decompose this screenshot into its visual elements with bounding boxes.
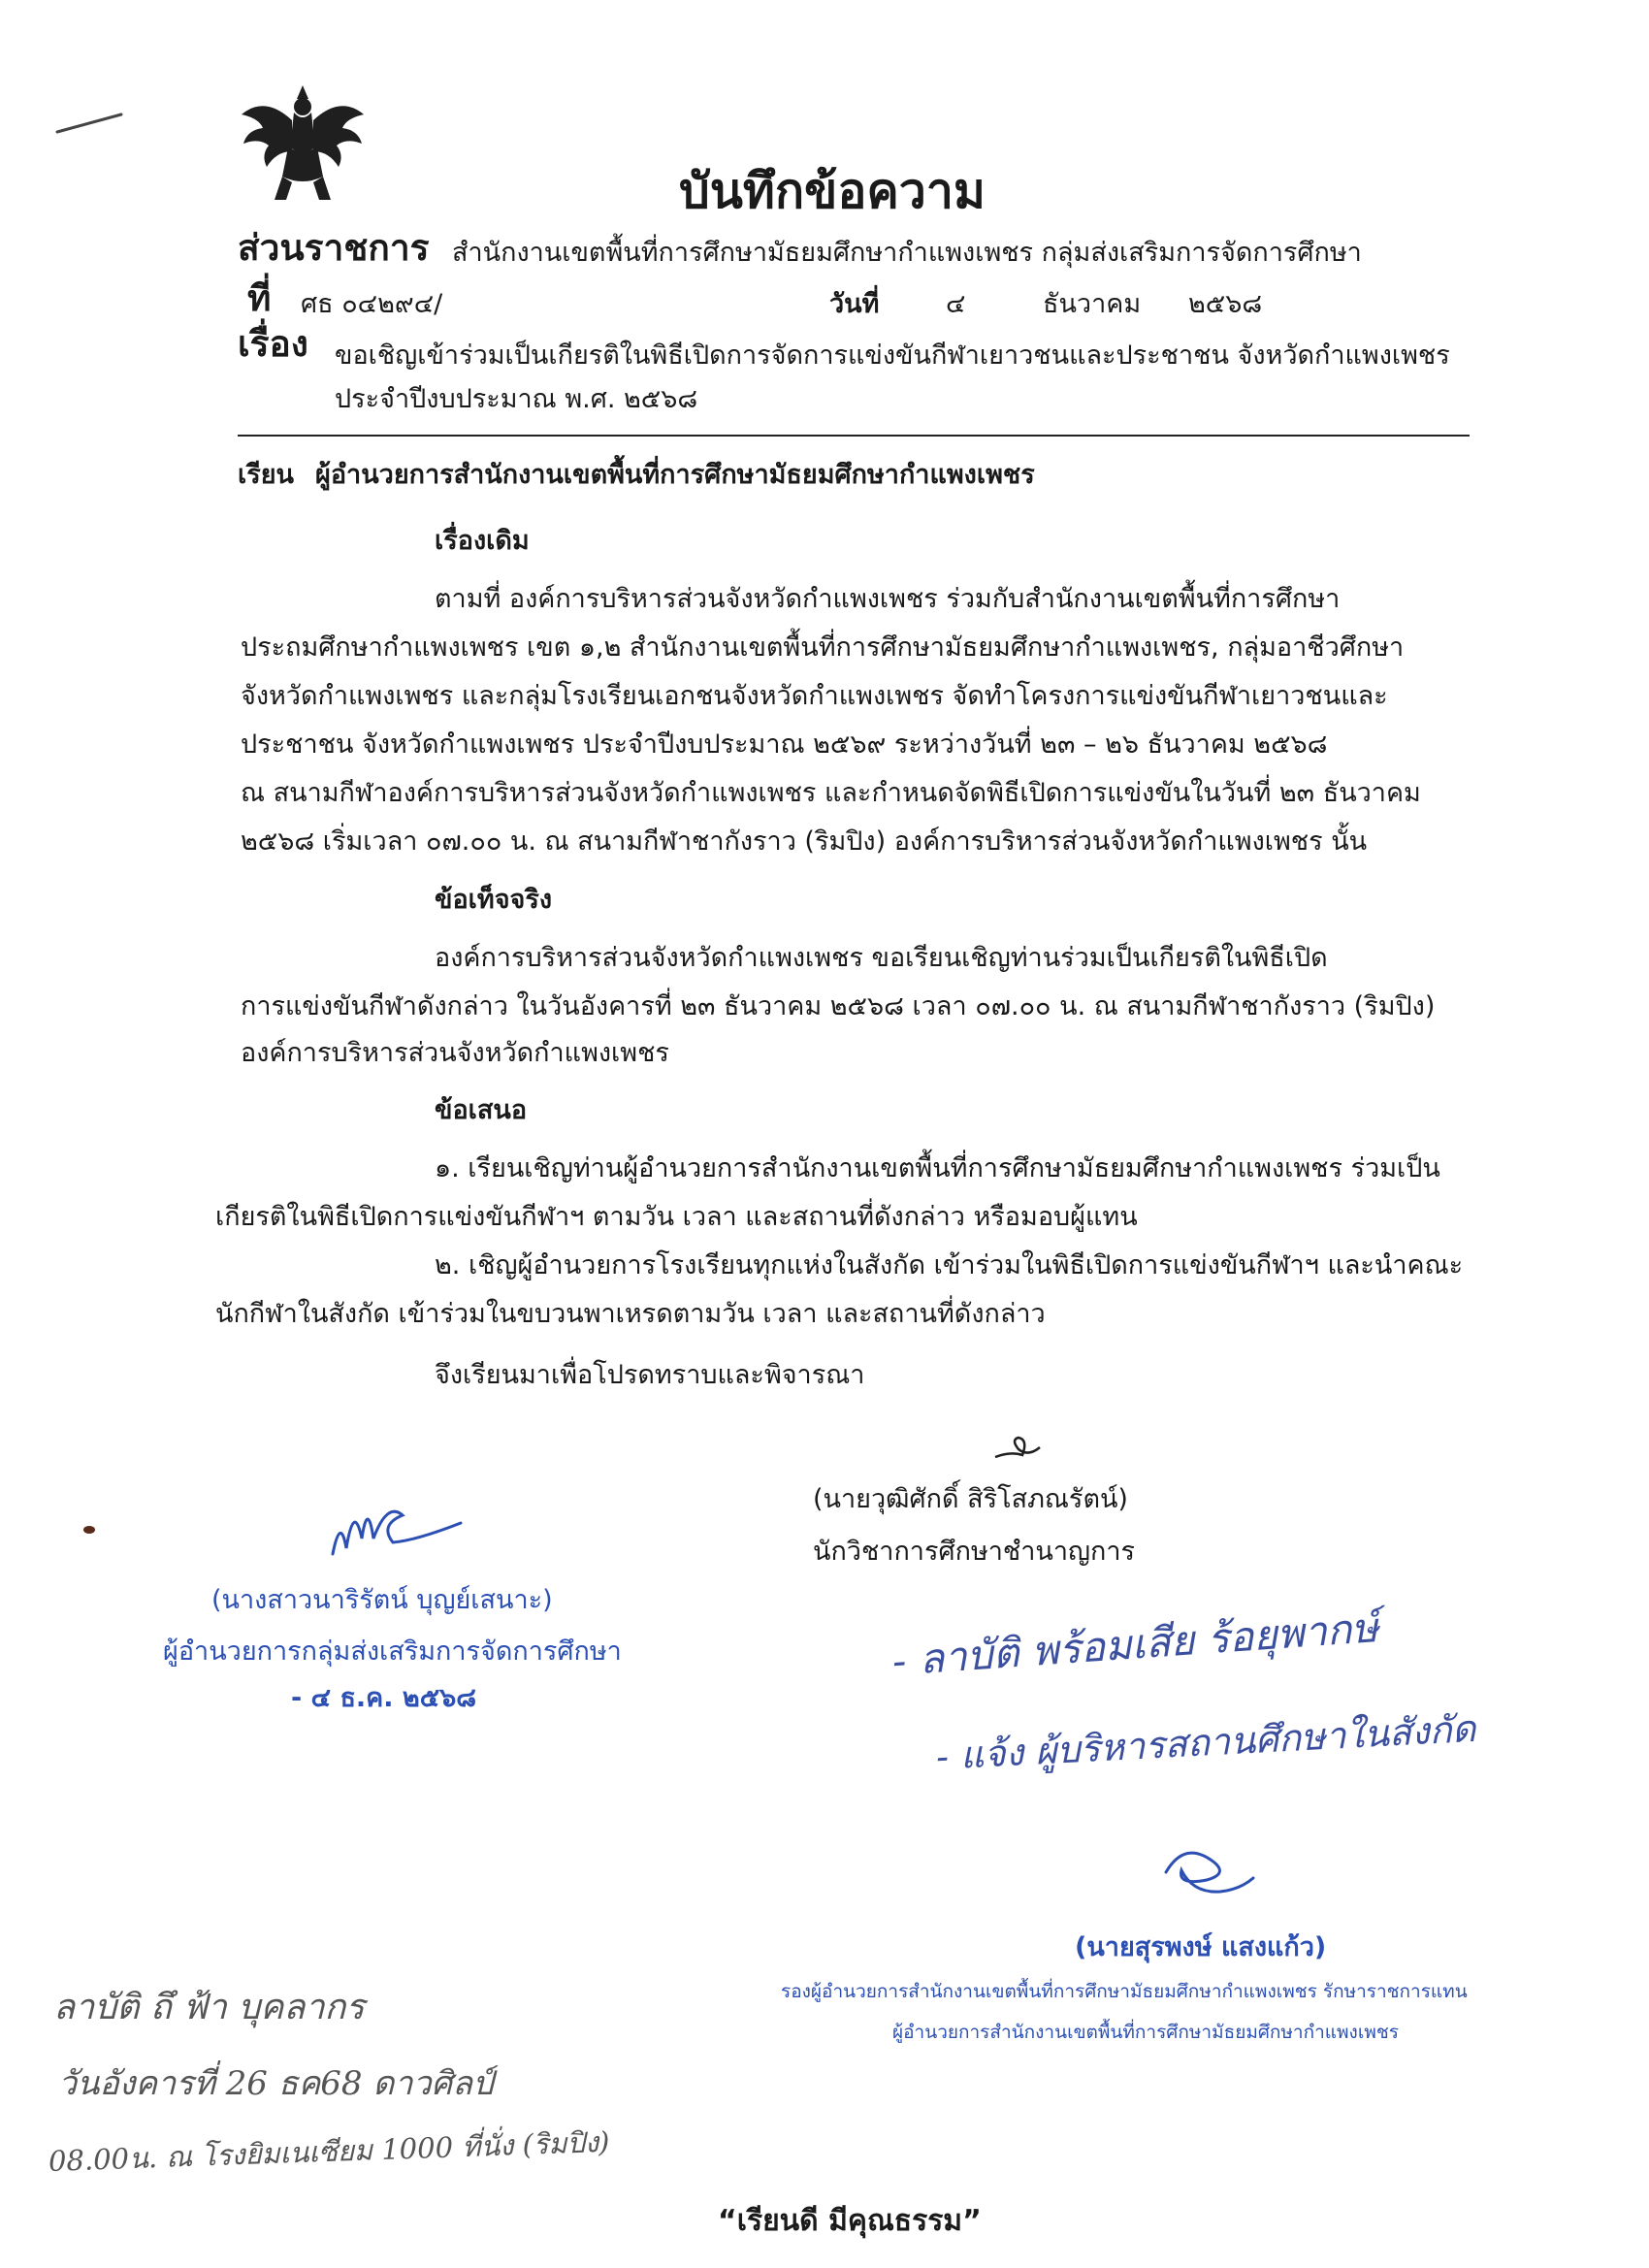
garuda-emblem-icon	[238, 80, 369, 206]
date-month: ธันวาคม	[1043, 289, 1142, 319]
director-position-2: ผู้อำนวยการสำนักงานเขตพื้นที่การศึกษามัธยมศึกษากำแพงเพชร	[892, 2022, 1399, 2043]
signer-left-date: - ๔ ธ.ค. ๒๕๖๘	[291, 1683, 477, 1713]
agency-value: สำนักงานเขตพื้นที่การศึกษามัธยมศึกษากำแพงเพชร กลุ่มส่งเสริมการจัดการศึกษา	[452, 238, 1362, 268]
signer-left-position: ผู้อำนวยการกลุ่มส่งเสริมการจัดการศึกษา	[163, 1636, 622, 1667]
header-divider	[238, 435, 1470, 437]
background-line: ประชาชน จังหวัดกำแพงเพชร ประจำปีงบประมาณ ๒๕๖๙ ระหว่างวันที่ ๒๓ – ๒๖ ธันวาคม ๒๕๖๘	[241, 729, 1328, 760]
facts-heading: ข้อเท็จจริง	[435, 885, 553, 915]
subject-line-1: ขอเชิญเข้าร่วมเป็นเกียรติในพิธีเปิดการจัดการแข่งขันกีฬาเยาวชนและประชาชน จังหวัดกำแพงเพชร	[335, 340, 1450, 371]
motto: “เรียนดี มีคุณธรรม”	[718, 2204, 982, 2238]
background-line: ๒๕๖๘ เริ่มเวลา ๐๗.๐๐ น. ณ สนามกีฬาชากังราว (ริมปิง) องค์การบริหารส่วนจังหวัดกำแพงเพชร นั้น	[241, 826, 1368, 857]
approval-note: - แจ้ง ผู้บริหารสถานศึกษาในสังกัด	[934, 1706, 1477, 1778]
signature-suraphong	[1154, 1833, 1261, 1901]
date-label: วันที่	[829, 289, 880, 319]
handwritten-footer-line: ลาบัติ ถึ ฟ้า บุคลากร	[53, 1988, 365, 2027]
agency-label: ส่วนราชการ	[238, 227, 430, 269]
background-line: จังหวัดกำแพงเพชร และกลุ่มโรงเรียนเอกชนจังหวัดกำแพงเพชร จัดทำโครงการแข่งขันกีฬาเยาวชนและ	[241, 681, 1388, 711]
signature-wutthisak	[989, 1434, 1048, 1465]
signer-right-name: (นายวุฒิศักดิ์ สิริโสภณรัตน์)	[813, 1484, 1128, 1514]
proposal-heading: ข้อเสนอ	[435, 1095, 528, 1125]
handwritten-footer-line: 08.00น. ณ โรงยิมเนเซียม 1000 ที่นั่ง (ริมปิง)	[48, 2124, 610, 2178]
facts-line: องค์การบริหารส่วนจังหวัดกำแพงเพชร ขอเรียนเชิญท่านร่วมเป็นเกียรติในพิธีเปิด	[435, 943, 1328, 973]
memo-title: บันทึกข้อความ	[679, 163, 986, 219]
signature-narirat	[325, 1494, 470, 1562]
date-year: ๒๕๖๘	[1188, 289, 1263, 319]
signer-left-name: (นางสาวนาริรัตน์ บุญย์เสนาะ)	[211, 1585, 553, 1615]
ink-dot	[82, 1524, 96, 1536]
proposal-line: เกียรติในพิธีเปิดการแข่งขันกีฬาฯ ตามวัน เวลา และสถานที่ดังกล่าว หรือมอบผู้แทน	[215, 1202, 1138, 1232]
closing-text: จึงเรียนมาเพื่อโปรดทราบและพิจารณา	[435, 1360, 865, 1390]
handwritten-footer-line: วันอังคารที่ 26 ธค68 ดาวศิลป์	[58, 2064, 494, 2103]
approval-note: - ลาบัติ พร้อมเสีย ร้อยุพากษ์	[890, 1604, 1380, 1685]
proposal-line: นักกีฬาในสังกัด เข้าร่วมในขบวนพาเหรดตามวัน เวลา และสถานที่ดังกล่าว	[215, 1299, 1046, 1329]
date-day: ๔	[946, 289, 966, 319]
proposal-line: ๒. เชิญผู้อำนวยการโรงเรียนทุกแห่งในสังกัด เข้าร่วมในพิธีเปิดการแข่งขันกีฬาฯ และนำคณะ	[435, 1250, 1464, 1280]
background-heading: เรื่องเดิม	[435, 526, 530, 556]
facts-line: องค์การบริหารส่วนจังหวัดกำแพงเพชร	[241, 1038, 669, 1068]
background-line: ตามที่ องค์การบริหารส่วนจังหวัดกำแพงเพชร ร่วมกับสำนักงานเขตพื้นที่การศึกษา	[435, 584, 1341, 614]
subject-label: เรื่อง	[238, 323, 308, 365]
recipient-label: เรียน	[238, 460, 295, 490]
director-name: (นายสุรพงษ์ แสงแก้ว)	[1075, 1932, 1327, 1962]
signer-right-position: นักวิชาการศึกษาชำนาญการ	[813, 1537, 1136, 1567]
background-line: ณ สนามกีฬาองค์การบริหารส่วนจังหวัดกำแพงเพชร และกำหนดจัดพิธีเปิดการแข่งขันในวันที่ ๒๓ ธันวาคม	[241, 778, 1421, 808]
background-line: ประถมศึกษากำแพงเพชร เขต ๑,๒ สำนักงานเขตพื้นที่การศึกษามัธยมศึกษากำแพงเพชร, กลุ่มอาชีวศึกษา	[241, 632, 1405, 663]
recipient-value: ผู้อำนวยการสำนักงานเขตพื้นที่การศึกษามัธยมศึกษากำแพงเพชร	[315, 460, 1035, 490]
ref-value: ศธ ๐๔๒๙๔/	[301, 289, 443, 319]
subject-line-2: ประจำปีงบประมาณ พ.ศ. ๒๕๖๘	[335, 384, 698, 414]
director-position-1: รองผู้อำนวยการสำนักงานเขตพื้นที่การศึกษามัธยมศึกษากำแพงเพชร รักษาราชการแทน	[781, 1981, 1468, 2002]
pen-mark	[53, 109, 126, 138]
proposal-line: ๑. เรียนเชิญท่านผู้อำนวยการสำนักงานเขตพื้นที่การศึกษามัธยมศึกษากำแพงเพชร ร่วมเป็น	[435, 1153, 1440, 1183]
facts-line: การแข่งขันกีฬาดังกล่าว ในวันอังคารที่ ๒๓ ธันวาคม ๒๕๖๘ เวลา ๐๗.๐๐ น. ณ สนามกีฬาชากังราว (ริมปิง)	[241, 991, 1436, 1021]
ref-label: ที่	[247, 277, 272, 319]
